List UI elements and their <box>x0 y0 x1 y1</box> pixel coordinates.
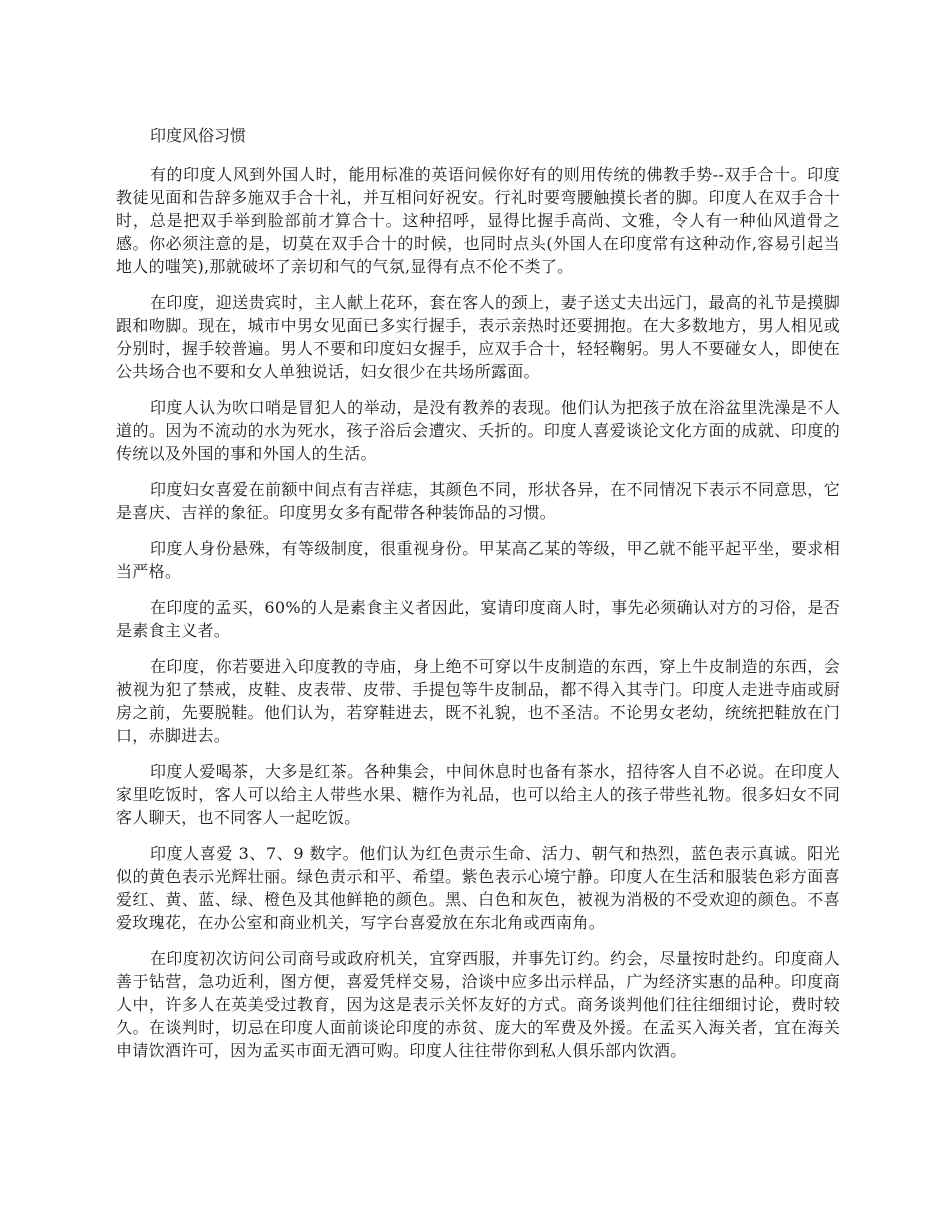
paragraph-vegetarian: 在印度的孟买，60%的人是素食主义者因此，宴请印度商人时，事先必须确认对方的习俗，是否是素食主义者。 <box>116 598 840 640</box>
paragraph-business: 在印度初次访问公司商号或政府机关，宜穿西服，并事先订约。约会，尽量按时赴约。印度商人善于钻营，急功近利，图方便，喜爱凭样交易，洽谈中应多出示样品，广为经济实惠的品种。印度商人中，许多人在英美受过教育，因为这是表示关怀友好的方式。商务谈判他们往往细细讨论，费时较久。在谈判时，切忌在印度人面前谈论印度的赤贫、庞大的军费及外援。在孟买入海关者，宜在海关申请饮酒许可，因为孟买市面无酒可购。印度人往往带你到私人俱乐部内饮酒。 <box>116 949 840 1060</box>
paragraph-greeting: 有的印度人风到外国人时，能用标准的英语问候你好有的则用传统的佛教手势--双手合十。印度教徒见面和告辞多施双手合十礼，并互相问好祝安。行礼时要弯腰触摸长者的脚。印度人在双手合十时，总是把双手举到脸部前才算合十。这种招呼，显得比握手高尚、文雅，令人有一种仙风道骨之感。你必须注意的是，切莫在双手合十的时候，也同时点头(外国人在印度常有这种动作,容易引起当地人的嗤笑),那就破坏了亲切和气的气氛,显得有点不伦不类了。 <box>116 165 840 276</box>
paragraph-forehead-mark: 印度妇女喜爱在前额中间点有吉祥痣，其颜色不同，形状各异，在不同情况下表示不同意思，它是喜庆、吉祥的象征。印度男女多有配带各种装饰品的习惯。 <box>116 480 840 522</box>
paragraph-status: 印度人身份悬殊，有等级制度，很重视身份。甲某高乙某的等级，甲乙就不能平起平坐，要求相当严格。 <box>116 539 840 581</box>
paragraph-welcome-etiquette: 在印度，迎送贵宾时，主人献上花环，套在客人的颈上，妻子送丈夫出远门，最高的礼节是摸脚跟和吻脚。现在，城市中男女见面已多实行握手，表示亲热时还要拥抱。在大多数地方，男人相见或分别时，握手较普遍。男人不要和印度妇女握手，应双手合十，轻轻鞠躬。男人不要碰女人，即使在公共场合也不要和女人单独说话，妇女很少在共场所露面。 <box>116 293 840 381</box>
paragraph-taboos: 印度人认为吹口哨是冒犯人的举动，是没有教养的表现。他们认为把孩子放在浴盆里洗澡是不人道的。因为不流动的水为死水，孩子浴后会遭灾、夭折的。印度人喜爱谈论文化方面的成就、印度的传统以及外国的事和外国人的生活。 <box>116 398 840 463</box>
paragraph-numbers-colors: 印度人喜爱 3、7、9 数字。他们认为红色责示生命、活力、朝气和热烈，蓝色表示真诚。阳光似的黄色表示光辉壮丽。绿色责示和平、希望。紫色表示心境宁静。印度人在生活和服装色彩方面喜爱红、黄、蓝、绿、橙色及其他鲜艳的颜色。黑、白色和灰色，被视为消极的不受欢迎的颜色。不喜爱玫瑰花，在办公室和商业机关，写字台喜爱放在东北角或西南角。 <box>116 844 840 932</box>
paragraph-temple: 在印度，你若要进入印度教的寺庙，身上绝不可穿以牛皮制造的东西，穿上牛皮制造的东西，会被视为犯了禁戒，皮鞋、皮表带、皮带、手提包等牛皮制品，都不得入其寺门。印度人走进寺庙或厨房之前，先要脱鞋。他们认为，若穿鞋进去，既不礼貌，也不圣洁。不论男女老幼，统统把鞋放在门口，赤脚进去。 <box>116 657 840 745</box>
document-title: 印度风俗习惯 <box>150 126 247 145</box>
paragraph-tea: 印度人爱喝茶，大多是红茶。各种集会，中间休息时也备有茶水，招待客人自不必说。在印度人家里吃饭时，客人可以给主人带些水果、糖作为礼品，也可以给主人的孩子带些礼物。很多妇女不同客人聊天，也不同客人一起吃饭。 <box>116 762 840 827</box>
document-page <box>116 124 840 1075</box>
